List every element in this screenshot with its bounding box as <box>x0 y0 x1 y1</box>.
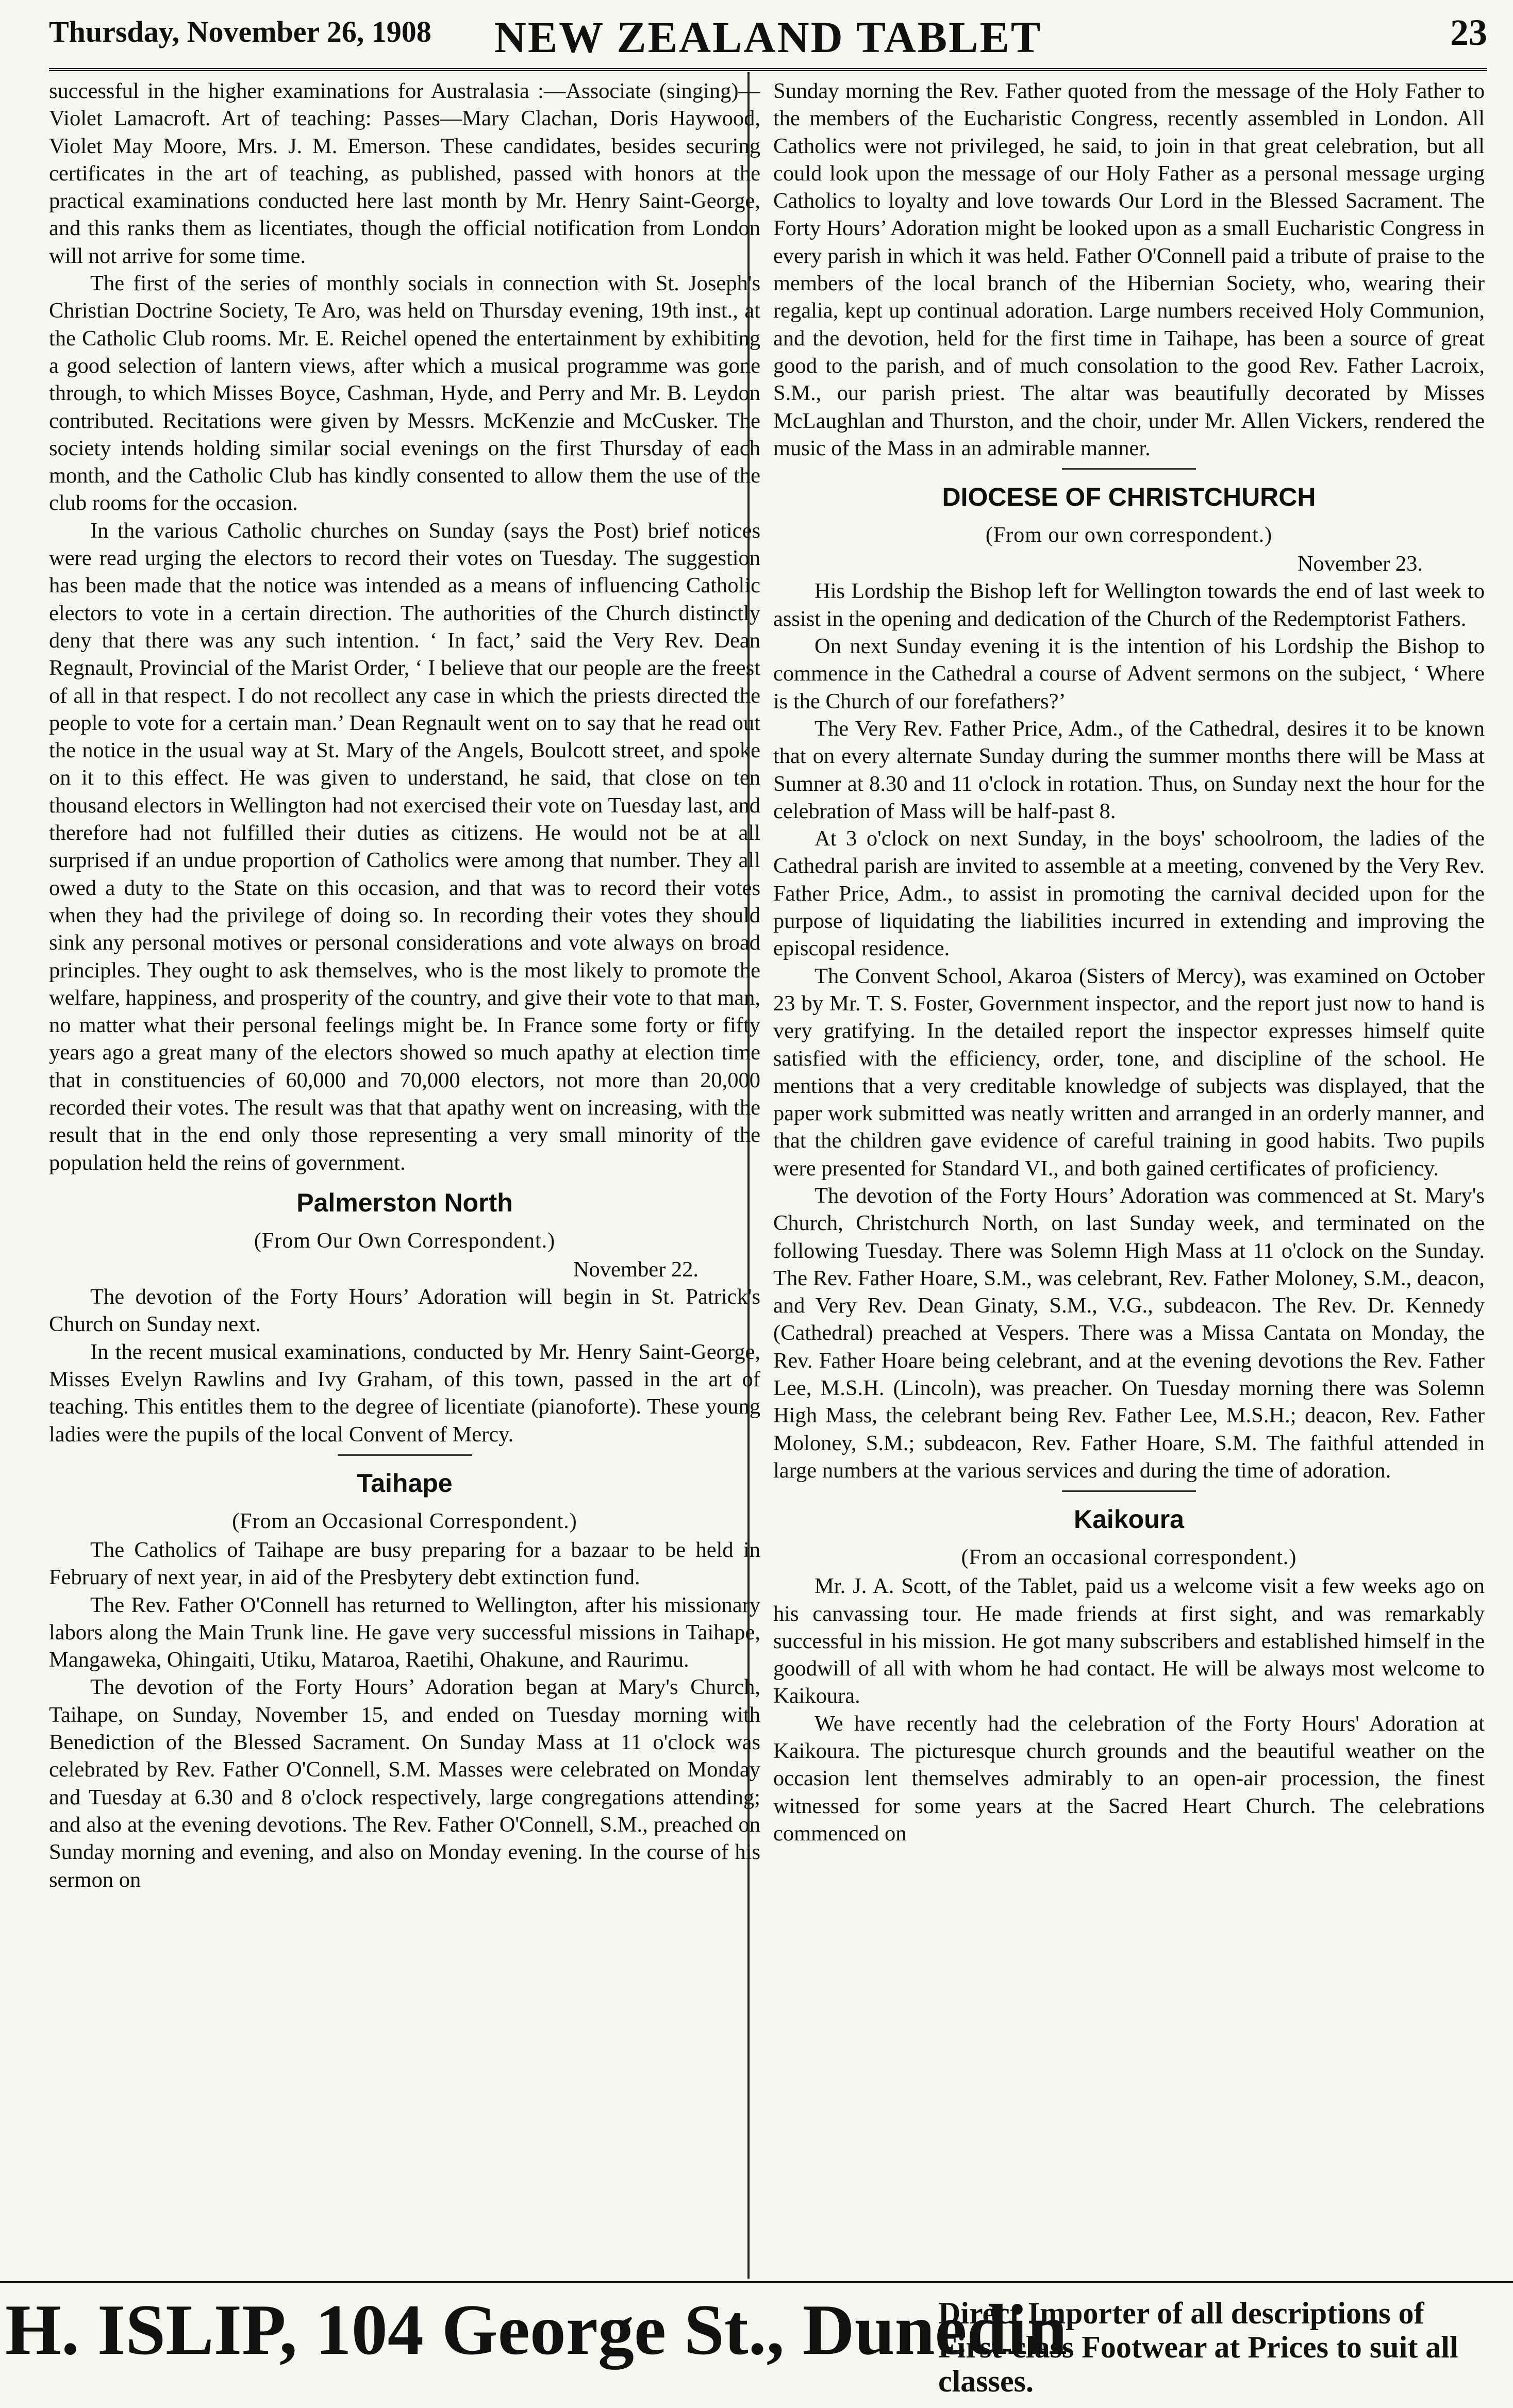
paragraph: Sunday morning the Rev. Father quoted from the message of the Holy Father to the members of the Eucharistic Congress, recently assembled in London. All Catholics were not privileged, he said, to join in that great celebration, but all could look upon the message of our Holy Father as a personal message urging Catholics to loyalty and love towards Our Lord in the Blessed Sacrament. The Forty Hours’ Adoration might be looked upon as a small Eucharistic Congress in every parish in which it was held. Father O'Connell paid a tribute of praise to the members of the local branch of the Hibernian Society, who, wearing their regalia, kept up continual adoration. Large numbers received Holy Communion, and the devotion, held for the first time in Taihape, has been a source of great good to the parish, and of much consolation to the good Rev. Father Lacroix, S.M., our parish priest. The altar was beautifully decorated by Misses McLaughlan and Thurston, and the choir, under Mr. Allen Vickers, rendered the music of the Mass in an admirable manner. <box>773 79 1485 460</box>
paragraph: His Lordship the Bishop left for Wellington towards the end of last week to assist in the opening and dedication of the Church of the Redemptorist Fathers. <box>773 579 1485 631</box>
section-heading-kaikoura: Kaikoura <box>1074 1505 1184 1534</box>
correspondent-line: (From our own correspondent.) <box>985 523 1273 547</box>
left-column <box>49 77 760 2273</box>
paragraph: On next Sunday evening it is the intention of his Lordship the Bishop to commence in the Cathedral a course of Advent sermons on the subject, ‘ Where is the Church of our forefathers?’ <box>773 634 1485 713</box>
section-rule <box>1062 1490 1196 1492</box>
correspondent-line: (From an occasional correspondent.) <box>961 1546 1297 1570</box>
dateline: November 23. <box>1297 552 1423 576</box>
section-heading-taihape: Taihape <box>357 1468 453 1498</box>
paragraph: The first of the series of monthly socials in connection with St. Joseph's Christian Doctrine Society, Te Aro, was held on Thursday evening, 19th inst., at the Catholic Club rooms. Mr. E. Reichel opened the entertainment by exhibiting a good selection of lantern views, after which a musical programme was gone through, to which Misses Boyce, Cashman, Hyde, and Perry and Mr. B. Leydon contributed. Recitations were given by Messrs. McKenzie and McCusker. The society intends holding similar social evenings on the first Thursday of each month, and the Catholic Club has kindly consented to allow them the use of the club rooms for the occasion. <box>49 271 760 516</box>
paragraph: The devotion of the Forty Hours’ Adoration was commenced at St. Mary's Church, Christchurch North, on last Sunday week, and terminated on the following Tuesday. There was Solemn High Mass at 11 o'clock on the Sunday. The Rev. Father Hoare, S.M., was celebrant, Rev. Father Moloney, S.M., deacon, and Very Rev. Dean Ginaty, S.M., V.G., subdeacon. The Rev. Dr. Kennedy (Cathedral) preached at Vespers. There was a Missa Cantata on Monday, the Rev. Father Hoare being celebrant, and at the evening devotions the Rev. Father Lee, M.S.H. (Lincoln), was preacher. On Tuesday morning there was Solemn High Mass, the celebrant being Rev. Father Lee, M.S.H.; deacon, Rev. Father Moloney, S.M.; subdeacon, Rev. Father Hoare, S.M. The faithful attended in large numbers at the various services and during the time of adoration. <box>773 1183 1485 1483</box>
paragraph: In the recent musical examinations, conducted by Mr. Henry Saint-George, Misses Evelyn Rawlins and Ivy Graham, of this town, passed in the art of teaching. This entitles them to the degree of licentiate (pianoforte). These young ladies were the pupils of the local Convent of Mercy. <box>49 1339 760 1447</box>
correspondent-line: (From Our Own Correspondent.) <box>254 1228 556 1253</box>
page-number: 23 <box>1450 12 1487 53</box>
right-column <box>773 77 1485 2273</box>
advertiser-tagline: Direct Importer of all descriptions of First-class Footwear at Prices to suit all classes. <box>938 2296 1458 2398</box>
paragraph: The devotion of the Forty Hours’ Adoration will begin in St. Patrick's Church on Sunday next. <box>49 1285 760 1337</box>
issue-date: Thursday, November 26, 1908 <box>49 15 431 48</box>
paragraph: The Rev. Father O'Connell has returned to Wellington, after his missionary labors along the Main Trunk line. He gave very successful missions in Taihape, Mangaweka, Ohingaiti, Utiku, Mataroa, Raetihi, Ohakune, and Raurimu. <box>49 1592 760 1672</box>
paragraph: The devotion of the Forty Hours’ Adoration began at Mary's Church, Taihape, on Sunday, November 15, and ended on Tuesday morning with Benediction of the Blessed Sacrament. On Sunday Mass at 11 o'clock was celebrated by Rev. Father O'Connell, S.M. Masses were celebrated on Monday and Tuesday at 6.30 and 8 o'clock respectively, large congregations attending; and also at the evening devotions. The Rev. Father O'Connell, S.M., preached on Sunday morning and evening, and also on Monday evening. In the course of his sermon on <box>49 1675 760 1892</box>
paragraph: The Catholics of Taihape are busy preparing for a bazaar to be held in February of next year, in aid of the Presbytery debt extinction fund. <box>49 1537 760 1590</box>
paragraph: In the various Catholic churches on Sunday (says the Post) brief notices were read urging the electors to record their votes on Tuesday. The suggestion has been made that the notice was intended as a means of influencing Catholic electors to vote in a certain direction. The authorities of the Church distinctly deny that there was any such intention. ‘ In fact,’ said the Very Rev. Dean Regnault, Provincial of the Marist Order, ‘ I believe that our people are the freest of all in that respect. I do not recollect any case in which the priests directed the people to vote for a certain man.’ Dean Regnault went on to say that he read out the notice in the usual way at St. Mary of the Angels, Boulcott street, and spoke on it to this effect. He was given to understand, he said, that close on ten thousand electors in Wellington had not exercised their vote on Tuesday last, and therefore had not fulfilled their duties as citizens. He would not be at all surprised if an undue proportion of Catholics were among that number. They all owed a duty to the State on this occasion, and that was to record their votes when they had the privilege of doing so. In recording their votes they should sink any personal motives or personal considerations and vote always on broad principles. They ought to ask themselves, who is the most likely to promote the welfare, happiness, and prosperity of the country, and give their vote to that man, no matter what their personal feelings might be. In France some forty or fifty years ago a great many of the electors showed so much apathy at election time that in constituencies of 60,000 and 70,000 electors, not more than 20,000 recorded their votes. The result was that that apathy went on increasing, with the result that in the end only those representing a very small minority of the population held the reins of government. <box>49 518 760 1175</box>
paragraph: The Convent School, Akaroa (Sisters of Mercy), was examined on October 23 by Mr. T. S. Foster, Government inspector, and the report just now to hand is very gratifying. In the detailed report the inspector expresses himself quite satisfied with the efficiency, order, tone, and discipline of the school. He mentions that a very creditable knowledge of subjects was displayed, that the paper work submitted was neatly written and arranged in an orderly manner, and that the children gave evidence of careful training in good habits. Two pupils were presented for Standard VI., and both gained certificates of proficiency. <box>773 964 1485 1181</box>
advertiser-name: H. ISLIP, 104 George St., Dunedin <box>5 2290 1068 2370</box>
paragraph: At 3 o'clock on next Sunday, in the boys' schoolroom, the ladies of the Cathedral parish are invited to assemble at a meeting, convened by the Very Rev. Father Price, Adm., to assist in promoting the carnival decided upon for the purpose of liquidating the liabilities incurred in extending and improving the episcopal residence. <box>773 826 1485 961</box>
section-heading-palmerston: Palmerston North <box>296 1188 513 1217</box>
paragraph: successful in the higher examinations for Australasia :—Associate (singing)—Violet Lamacroft. Art of teaching: Passes—Mary Clachan, Doris Haywood, Violet May Moore, Mrs. J. M. Emerson. These candidates, besides securing certificates in the art of teaching, as published, passed with honors at the practical examinations conducted here last month by Mr. Henry Saint-George, and this ranks them as licentiates, though the official notification from London will not arrive for some time. <box>49 79 760 268</box>
footer-advertisement <box>0 2281 1513 2408</box>
page-header <box>49 11 1487 71</box>
section-rule <box>1062 468 1196 470</box>
section-rule <box>338 1454 472 1456</box>
masthead-title: NEW ZEALAND TABLET <box>494 12 1042 62</box>
section-heading-christchurch: DIOCESE OF CHRISTCHURCH <box>942 483 1316 512</box>
paragraph: We have recently had the celebration of the Forty Hours' Adoration at Kaikoura. The picturesque church grounds and the beautiful weather on the occasion lent themselves admirably to an open-air procession, the finest witnessed for some years at the Sacred Heart Church. The celebrations commenced on <box>773 1711 1485 1846</box>
paragraph: Mr. J. A. Scott, of the Tablet, paid us a welcome visit a few weeks ago on his canvassing tour. He made friends at first sight, and was remarkably successful in his mission. He got many subscribers and established himself in the goodwill of all with whom he had contact. He will be always most welcome to Kaikoura. <box>773 1574 1485 1708</box>
paragraph: The Very Rev. Father Price, Adm., of the Cathedral, desires it to be known that on every alternate Sunday during the summer months there will be Mass at Sumner at 8.30 and 11 o'clock in rotation. Thus, on Sunday next the hour for the celebration of Mass will be half-past 8. <box>773 716 1485 823</box>
dateline: November 22. <box>573 1257 699 1282</box>
correspondent-line: (From an Occasional Correspondent.) <box>232 1509 577 1533</box>
